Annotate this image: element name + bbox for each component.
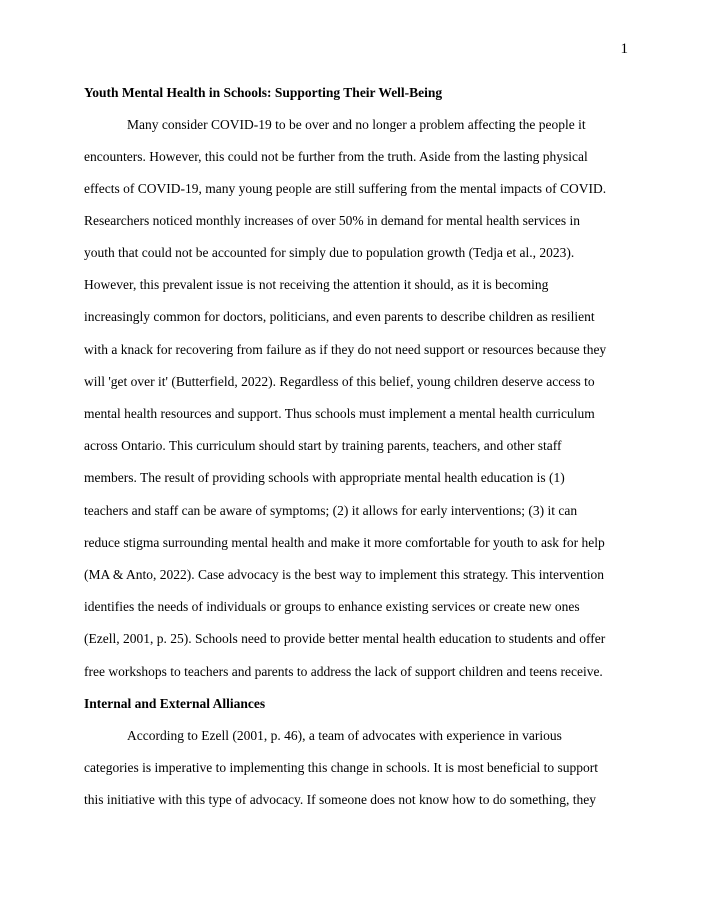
paragraph-line: effects of COVID-19, many young people are still suffering from the mental impacts of COVID.: [84, 181, 607, 196]
paragraph-line: However, this prevalent issue is not receiving the attention it should, as it is becoming: [84, 277, 549, 292]
paragraph-line: Many consider COVID-19 to be over and no longer a problem affecting the people it: [127, 117, 586, 132]
paragraph-line: increasingly common for doctors, politicians, and even parents to describe children as resilient: [84, 309, 595, 324]
paragraph-line: Researchers noticed monthly increases of over 50% in demand for mental health services in: [84, 213, 580, 228]
paragraph-line: members. The result of providing schools with appropriate mental health education is (1): [84, 470, 565, 485]
paragraph-line: teachers and staff can be aware of symptoms; (2) it allows for early interventions; (3) it can: [84, 503, 578, 518]
paragraph-line: with a knack for recovering from failure as if they do not need support or resources because they: [84, 342, 607, 357]
paragraph-line: this initiative with this type of advocacy. If someone does not know how to do something, they: [84, 792, 597, 807]
section-heading-alliances: Internal and External Alliances: [84, 696, 266, 711]
paragraph-line: According to Ezell (2001, p. 46), a team of advocates with experience in various: [127, 728, 562, 743]
paragraph-line: encounters. However, this could not be further from the truth. Aside from the lasting physical: [84, 149, 588, 164]
paragraph-line: categories is imperative to implementing this change in schools. It is most beneficial to support: [84, 760, 599, 775]
paragraph-line: free workshops to teachers and parents to address the lack of support children and teens receive.: [84, 664, 603, 679]
paragraph-line: reduce stigma surrounding mental health and make it more comfortable for youth to ask for help: [84, 535, 605, 550]
paragraph-line: (Ezell, 2001, p. 25). Schools need to provide better mental health education to students and offer: [84, 631, 606, 646]
paragraph-line: across Ontario. This curriculum should start by training parents, teachers, and other staff: [84, 438, 562, 453]
paragraph-line: youth that could not be accounted for simply due to population growth (Tedja et al., 2023).: [84, 245, 575, 260]
paragraph-line: will 'get over it' (Butterfield, 2022). Regardless of this belief, young children deserve access to: [84, 374, 595, 389]
page-number: 1: [620, 41, 628, 57]
section-heading-youth-mental-health: Youth Mental Health in Schools: Supporting Their Well-Being: [84, 85, 443, 100]
paragraph-line: identifies the needs of individuals or groups to enhance existing services or create new ones: [84, 599, 580, 614]
paragraph-line: mental health resources and support. Thus schools must implement a mental health curriculum: [84, 406, 595, 421]
paragraph-line: (MA & Anto, 2022). Case advocacy is the best way to implement this strategy. This intervention: [84, 567, 605, 582]
